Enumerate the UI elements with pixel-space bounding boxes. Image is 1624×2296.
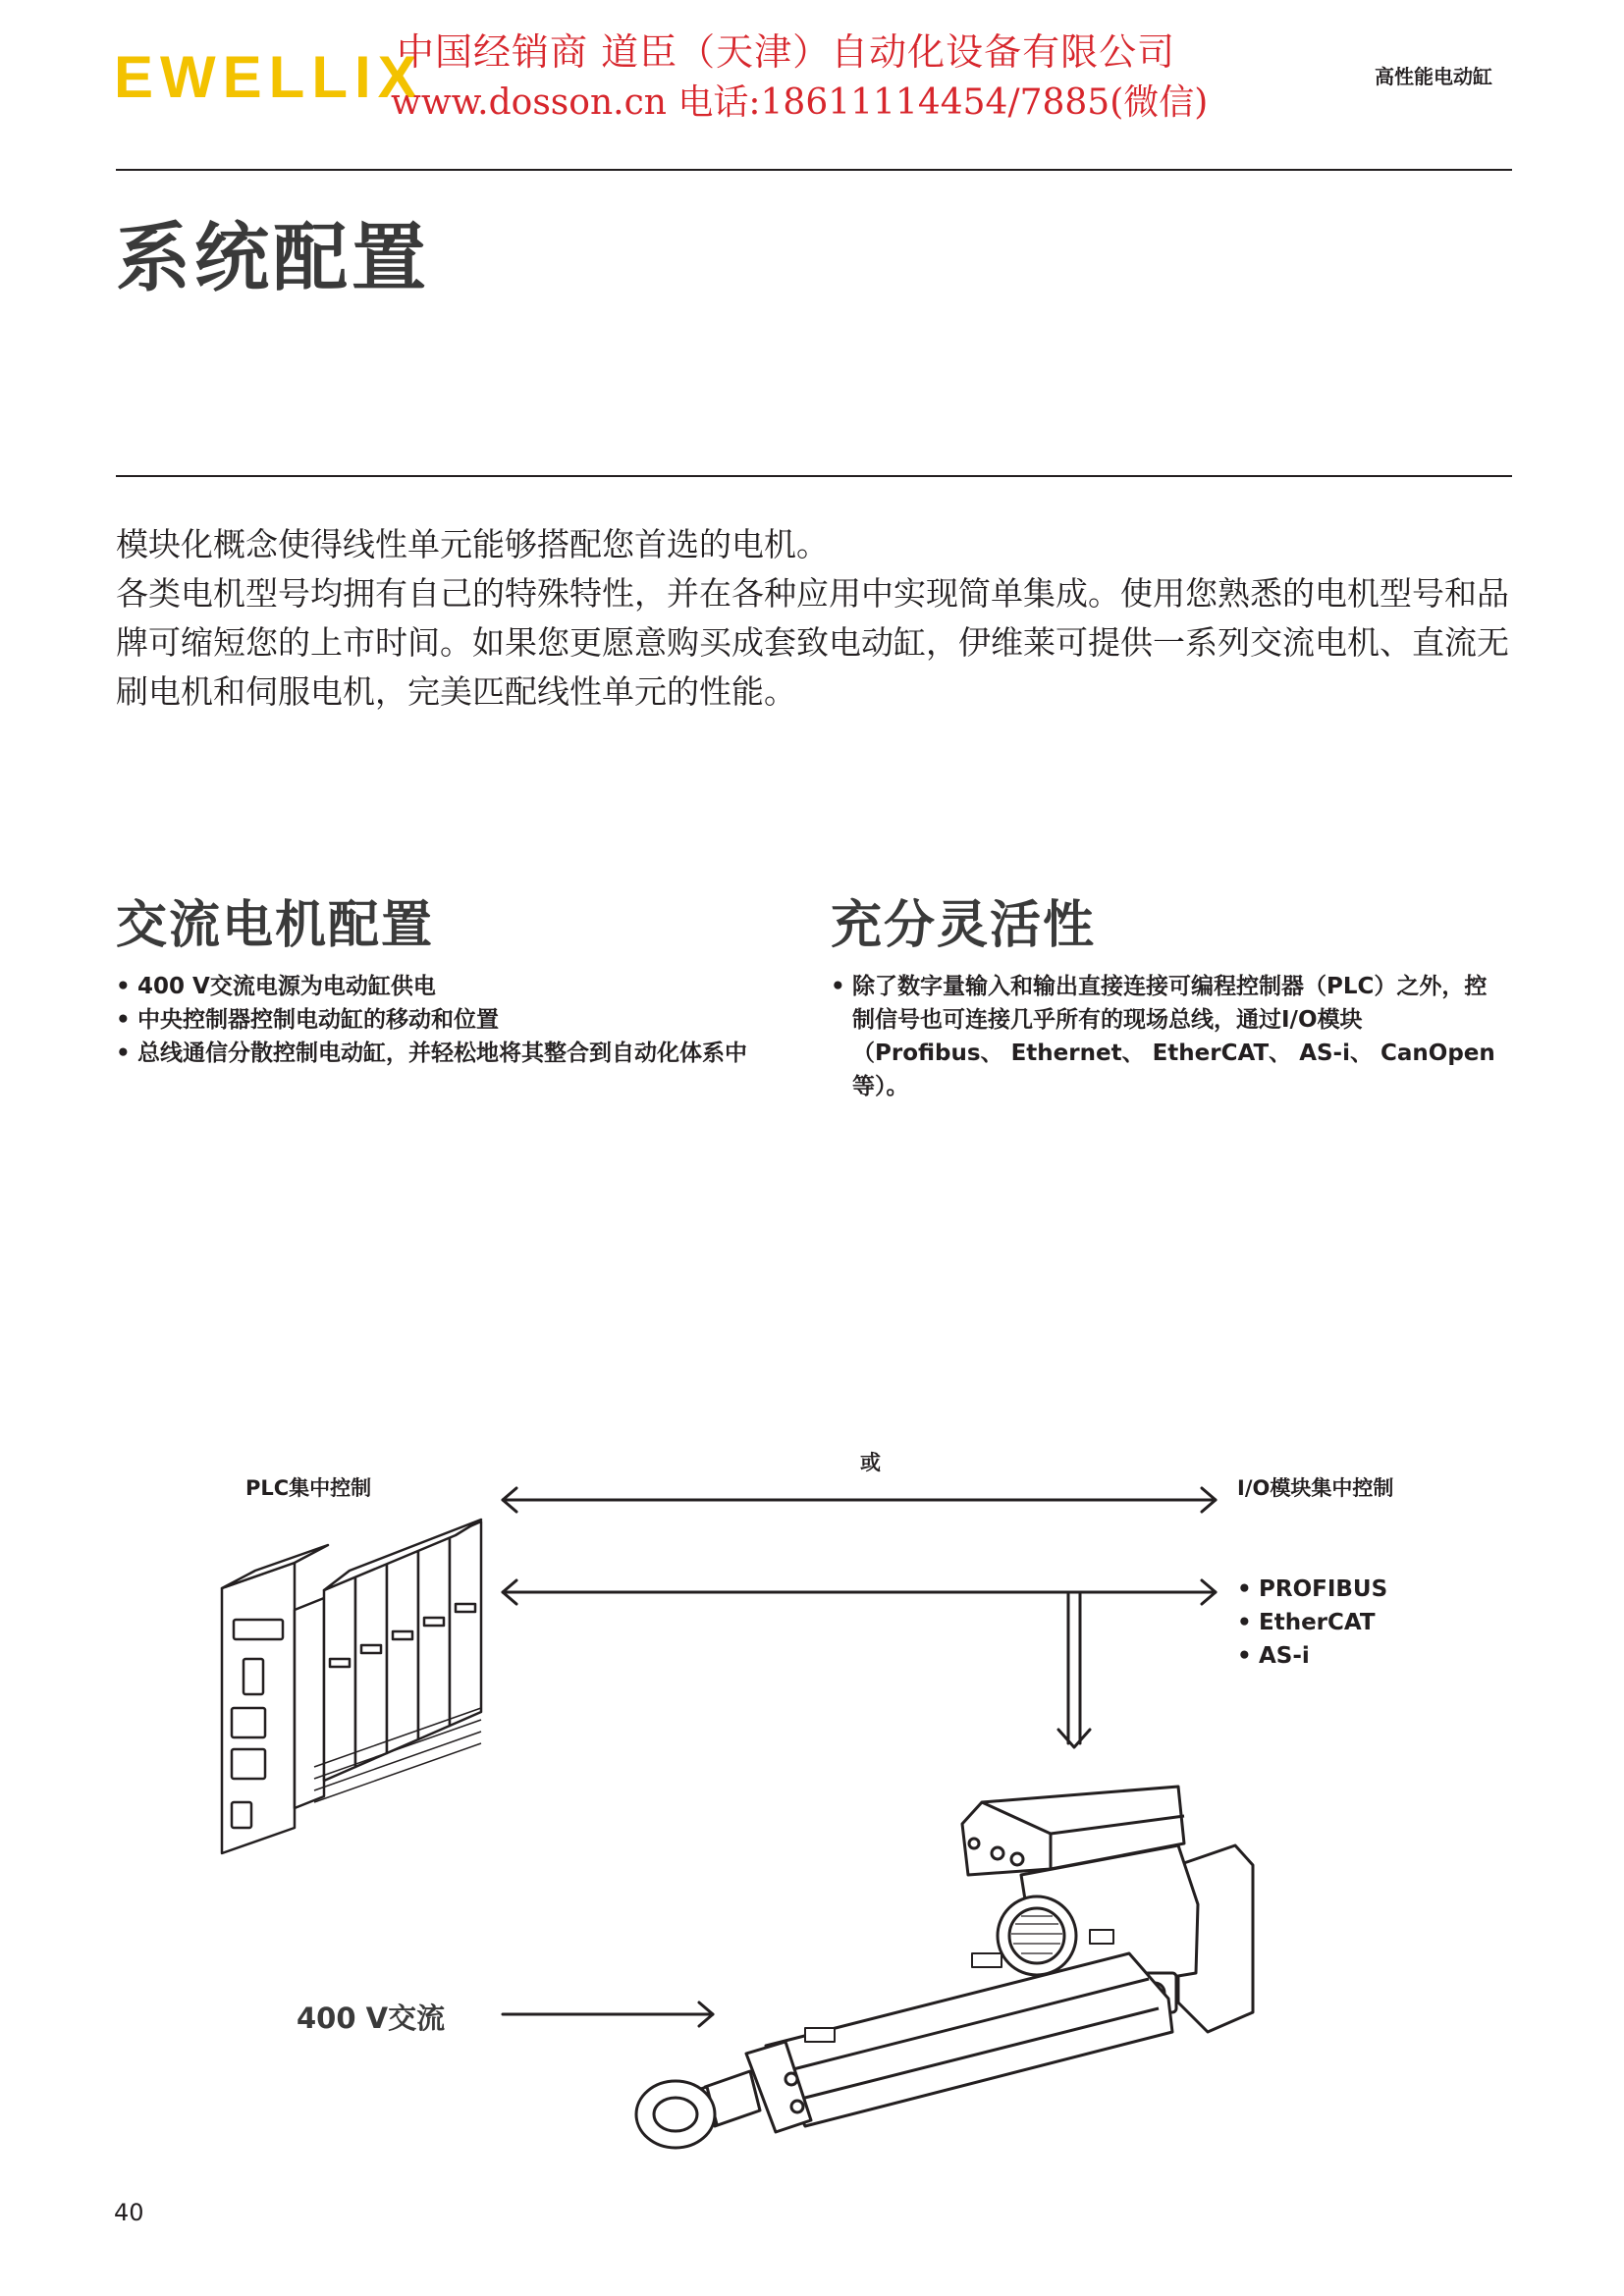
section-title-ac-motor: 交流电机配置 xyxy=(116,896,435,955)
actuator-image xyxy=(636,1787,1253,2148)
bullet-item: • 总线通信分散控制电动缸，并轻松地将其整合到自动化体系中 xyxy=(116,1037,823,1070)
bullet-item: • 除了数字量输入和输出直接连接可编程控制器（PLC）之外，控制信号也可连接几乎所有的现场总线，通过I/O模块（Profibus、 Ethernet、 EtherCAT、 AS-i、 CanOpen等）。 xyxy=(831,970,1508,1103)
plc-control-label: PLC集中控制 xyxy=(245,1476,372,1500)
page-number: 40 xyxy=(114,2199,144,2226)
section-title-flexibility: 充分灵活性 xyxy=(831,896,1097,955)
or-arrow xyxy=(503,1488,1216,1512)
plc-controller-image xyxy=(222,1520,481,1853)
distributor-name: 中国经销商 道臣（天津）自动化设备有限公司 xyxy=(397,30,1176,74)
distributor-contact: www.dosson.cn 电话:18611114454/7885(微信) xyxy=(391,82,1209,123)
power-arrow xyxy=(503,2002,713,2026)
power-supply-label: 400 V交流 xyxy=(297,2002,446,2035)
ewellix-logo: EWELLIX xyxy=(114,44,424,110)
intro-line-1: 模块化概念使得线性单元能够搭配您首选的电机。 xyxy=(116,525,829,563)
bullet-item: • 中央控制器控制电动缸的移动和位置 xyxy=(116,1003,823,1037)
protocol-item: • PROFIBUS xyxy=(1237,1573,1387,1606)
down-arrow xyxy=(1058,1594,1090,1747)
protocol-item: • EtherCAT xyxy=(1237,1606,1387,1639)
io-module-label: I/O模块集中控制 xyxy=(1237,1476,1394,1500)
or-label: 或 xyxy=(860,1451,881,1474)
bullet-item: • 400 V交流电源为电动缸供电 xyxy=(116,970,823,1003)
category-label: 高性能电动缸 xyxy=(1375,65,1492,88)
intro-line-2: 各类电机型号均拥有自己的特殊特性，并在各种应用中实现简单集成。使用您熟悉的电机型号和品牌可缩短您的上市时间。如果您更愿意购买成套致电动缸，伊维莱可提供一系列交流电机、直流无刷电机和伺服电机，完美匹配线性单元的性能。 xyxy=(116,574,1509,711)
protocol-item: • AS-i xyxy=(1237,1639,1387,1673)
bus-arrow xyxy=(503,1580,1216,1604)
page-title: 系统配置 xyxy=(116,214,430,301)
